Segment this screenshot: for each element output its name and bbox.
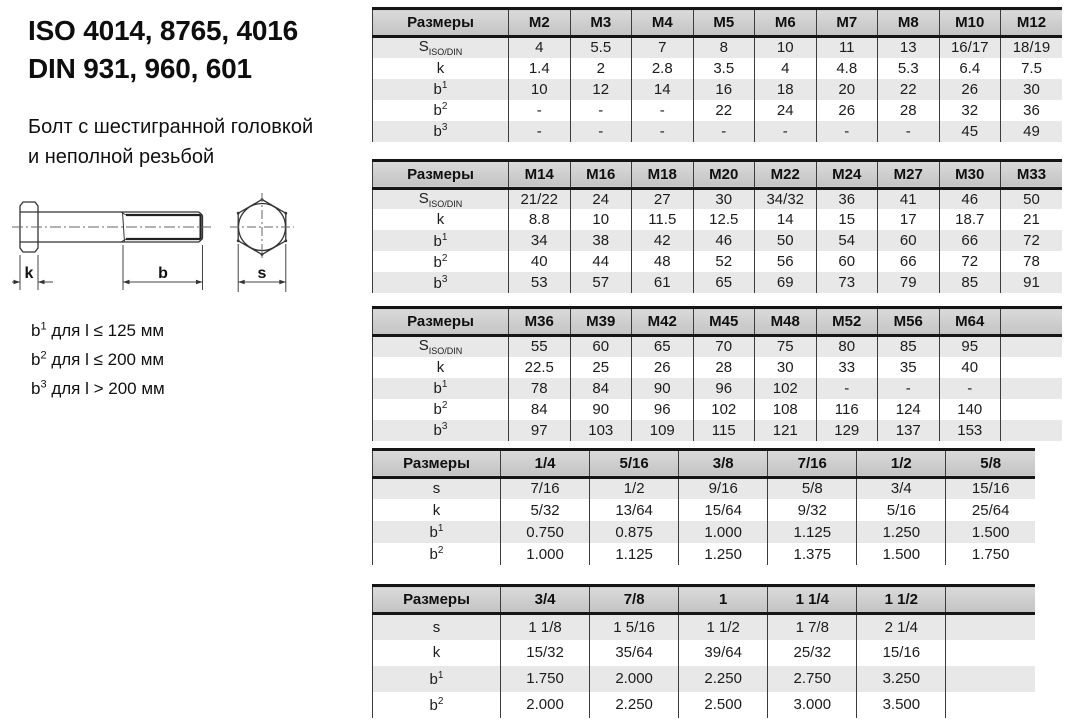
value-cell [946,692,1035,718]
column-header: 7/8 [590,586,679,614]
value-cell: 28 [878,100,940,121]
value-cell: 14 [632,79,694,100]
table-row [373,188,1063,209]
value-cell: 15/16 [857,640,946,666]
row-label: k [373,357,509,378]
value-cell: 44 [570,251,632,272]
value-cell: 121 [755,420,817,441]
table-corner-header: Размеры [373,449,501,477]
value-cell: 33 [816,357,878,378]
value-cell: 22.5 [509,357,571,378]
row-label: k [373,209,509,230]
value-cell: 42 [632,230,694,251]
column-header: M3 [570,9,632,37]
column-header: 3/4 [501,586,590,614]
value-cell: 129 [816,420,878,441]
value-cell: 72 [1001,230,1063,251]
column-header: 1 1/2 [857,586,946,614]
value-cell: 90 [570,399,632,420]
column-header: M56 [878,308,940,336]
tables [372,7,1067,718]
value-cell: 35 [878,357,940,378]
row-label: k [373,640,501,666]
table-row [373,543,1036,565]
value-cell: 1 1/2 [679,614,768,640]
value-cell: 1.250 [857,521,946,543]
value-cell: 1.125 [590,543,679,565]
table-row [373,640,1036,666]
page-title [28,12,363,88]
value-cell: 15/32 [501,640,590,666]
value-cell: 5/32 [501,499,590,521]
table-corner-header: Размеры [373,9,509,37]
row-label: $b^2$ [373,100,509,121]
value-cell: 32 [939,100,1001,121]
value-cell: 56 [755,251,817,272]
table-row [373,336,1063,357]
row-label: $b^3$ [373,121,509,142]
value-cell: 72 [939,251,1001,272]
value-cell: 25 [570,357,632,378]
value-cell: 46 [693,230,755,251]
table-row [373,399,1063,420]
value-cell: 5.5 [570,37,632,58]
value-cell: 84 [570,378,632,399]
column-header: M4 [632,9,694,37]
value-cell: 10 [755,37,817,58]
left-column [28,12,363,172]
value-cell: 1.000 [679,521,768,543]
row-label: k [373,58,509,79]
value-cell: 11 [816,37,878,58]
dimension-table-2 [372,159,1062,294]
value-cell: - [816,121,878,142]
value-cell: 95 [939,336,1001,357]
value-cell: 70 [693,336,755,357]
value-cell: 7/16 [501,477,590,499]
value-cell: 6.4 [939,58,1001,79]
value-cell: 2.250 [590,692,679,718]
column-header: M7 [816,9,878,37]
column-header [946,586,1035,614]
column-header: M5 [693,9,755,37]
row-label: $b^2$ [373,543,501,565]
value-cell: 7.5 [1001,58,1063,79]
table-corner-header: Размеры [373,160,509,188]
value-cell [1001,399,1063,420]
value-cell: 34/32 [755,188,817,209]
value-cell: - [939,378,1001,399]
value-cell: 34 [509,230,571,251]
value-cell: 36 [816,188,878,209]
value-cell: 1 5/16 [590,614,679,640]
column-header: M2 [509,9,571,37]
row-label: $b^2$ [373,399,509,420]
column-header: M64 [939,308,1001,336]
value-cell: 97 [509,420,571,441]
value-cell: 18/19 [1001,37,1063,58]
value-cell: 39/64 [679,640,768,666]
value-cell: 3/4 [857,477,946,499]
value-cell: 103 [570,420,632,441]
value-cell: 1.250 [679,543,768,565]
value-cell: 90 [632,378,694,399]
value-cell: - [878,378,940,399]
value-cell: 12 [570,79,632,100]
column-header: M30 [939,160,1001,188]
value-cell: 1.4 [509,58,571,79]
row-label: s [373,477,501,499]
value-cell: 60 [816,251,878,272]
row-label: $b^1$ [373,230,509,251]
value-cell: 1/2 [590,477,679,499]
table-row [373,499,1036,521]
value-cell: 10 [570,209,632,230]
value-cell: 15/64 [679,499,768,521]
row-label: $b^3$ [373,420,509,441]
value-cell: 49 [1001,121,1063,142]
value-cell: 16/17 [939,37,1001,58]
value-cell: 11.5 [632,209,694,230]
value-cell: 9/16 [679,477,768,499]
value-cell: 3.5 [693,58,755,79]
value-cell: 1.500 [857,543,946,565]
value-cell: 65 [693,272,755,293]
column-header: M27 [878,160,940,188]
row-label: $S_{ISO/DIN}$ [373,37,509,58]
value-cell: 53 [509,272,571,293]
table-row [373,477,1036,499]
value-cell [946,614,1035,640]
value-cell: 40 [939,357,1001,378]
value-cell: 30 [1001,79,1063,100]
value-cell: 48 [632,251,694,272]
dimension-table-1 [372,7,1062,142]
value-cell: 17 [878,209,940,230]
table-row [373,378,1063,399]
column-header: M22 [755,160,817,188]
value-cell: 1.750 [946,543,1035,565]
value-cell: 12.5 [693,209,755,230]
table-corner-header: Размеры [373,308,509,336]
column-header: M14 [509,160,571,188]
table-row [373,272,1063,293]
b-label: b [158,265,168,282]
value-cell: 45 [939,121,1001,142]
value-cell: - [570,121,632,142]
value-cell: 124 [878,399,940,420]
dimension-table-4 [372,448,1035,566]
dimension-table-3 [372,306,1062,441]
column-header: M33 [1001,160,1063,188]
value-cell: 137 [878,420,940,441]
value-cell: 57 [570,272,632,293]
value-cell: 18.7 [939,209,1001,230]
value-cell: 24 [755,100,817,121]
value-cell: 3.500 [857,692,946,718]
value-cell: 102 [693,399,755,420]
subtitle-line2: и неполной резьбой [28,145,215,168]
table-row [373,666,1036,692]
column-header: M24 [816,160,878,188]
value-cell: - [509,121,571,142]
value-cell: 15/16 [946,477,1035,499]
column-header: M52 [816,308,878,336]
value-cell: 0.875 [590,521,679,543]
value-cell [946,640,1035,666]
value-cell: 5/8 [768,477,857,499]
value-cell: 116 [816,399,878,420]
column-header: M6 [755,9,817,37]
column-header: M42 [632,308,694,336]
value-cell: 13/64 [590,499,679,521]
value-cell: 4 [509,37,571,58]
value-cell: 85 [939,272,1001,293]
value-cell [1001,357,1063,378]
value-cell: 35/64 [590,640,679,666]
value-cell: 78 [1001,251,1063,272]
thread-length-notes [31,317,165,404]
column-header: M36 [509,308,571,336]
table-row [373,251,1063,272]
value-cell: 20 [816,79,878,100]
column-header: 1/2 [857,449,946,477]
value-cell: 91 [1001,272,1063,293]
value-cell: 2 [570,58,632,79]
value-cell: - [693,121,755,142]
subtitle [28,112,363,172]
value-cell: 41 [878,188,940,209]
table-row [373,209,1063,230]
row-label: s [373,614,501,640]
value-cell: 36 [1001,100,1063,121]
row-label: $S_{ISO/DIN}$ [373,336,509,357]
value-cell: 73 [816,272,878,293]
column-header: 1 1/4 [768,586,857,614]
value-cell: 40 [509,251,571,272]
value-cell: 7 [632,37,694,58]
column-header: 7/16 [768,449,857,477]
value-cell: 13 [878,37,940,58]
value-cell: 9/32 [768,499,857,521]
value-cell: - [570,100,632,121]
value-cell: - [755,121,817,142]
table-row [373,357,1063,378]
column-header: M18 [632,160,694,188]
bolt-drawing [12,192,358,304]
value-cell: 26 [816,100,878,121]
value-cell: 55 [509,336,571,357]
column-header: M12 [1001,9,1063,37]
column-header: M16 [570,160,632,188]
title-iso-line: ISO 4014, 8765, 4016 [28,15,298,46]
value-cell: 102 [755,378,817,399]
value-cell: 84 [509,399,571,420]
column-header: M48 [755,308,817,336]
value-cell: 1.500 [946,521,1035,543]
value-cell: 85 [878,336,940,357]
value-cell: 38 [570,230,632,251]
value-cell: 2.000 [501,692,590,718]
value-cell: 5/16 [857,499,946,521]
table-row [373,37,1063,58]
value-cell: 26 [939,79,1001,100]
value-cell: 3.000 [768,692,857,718]
value-cell: 78 [509,378,571,399]
dimension-table-5 [372,584,1035,718]
value-cell: 80 [816,336,878,357]
value-cell: 18 [755,79,817,100]
value-cell: 2.000 [590,666,679,692]
value-cell: 96 [632,399,694,420]
row-label: $b^3$ [373,272,509,293]
value-cell: 2 1/4 [857,614,946,640]
table-row [373,420,1063,441]
value-cell: 27 [632,188,694,209]
value-cell: - [509,100,571,121]
value-cell: 4.8 [816,58,878,79]
value-cell: 1.000 [501,543,590,565]
table-row [373,521,1036,543]
s-label: s [257,265,267,282]
value-cell: 10 [509,79,571,100]
value-cell: 15 [816,209,878,230]
value-cell: 2.750 [768,666,857,692]
value-cell: 61 [632,272,694,293]
column-header: M20 [693,160,755,188]
value-cell: - [816,378,878,399]
value-cell: 75 [755,336,817,357]
value-cell: 2.500 [679,692,768,718]
value-cell: 1.750 [501,666,590,692]
value-cell: 4 [755,58,817,79]
column-header: 3/8 [679,449,768,477]
value-cell: 1.375 [768,543,857,565]
note-b2: $b^2$ для l ≤ 200 мм [31,349,165,369]
row-label: $b^1$ [373,521,501,543]
value-cell: 108 [755,399,817,420]
column-header: 5/16 [590,449,679,477]
value-cell: 140 [939,399,1001,420]
value-cell [1001,420,1063,441]
value-cell: - [632,121,694,142]
table-row [373,121,1063,142]
value-cell: 52 [693,251,755,272]
row-label: $S_{ISO/DIN}$ [373,188,509,209]
value-cell: 26 [632,357,694,378]
value-cell: 21/22 [509,188,571,209]
value-cell: 115 [693,420,755,441]
value-cell: 5.3 [878,58,940,79]
column-header: 1 [679,586,768,614]
table-row [373,692,1036,718]
table-row [373,100,1063,121]
row-label: k [373,499,501,521]
value-cell: 54 [816,230,878,251]
value-cell: 153 [939,420,1001,441]
note-b1: $b^1$ для l ≤ 125 мм [31,320,165,340]
value-cell: 1 7/8 [768,614,857,640]
value-cell: 28 [693,357,755,378]
value-cell: 22 [878,79,940,100]
value-cell: 2.250 [679,666,768,692]
value-cell: 50 [1001,188,1063,209]
row-label: $b^1$ [373,378,509,399]
value-cell: 46 [939,188,1001,209]
note-b3: $b^3$ для l > 200 мм [31,378,165,398]
value-cell: 30 [693,188,755,209]
value-cell: 25/64 [946,499,1035,521]
column-header: M39 [570,308,632,336]
value-cell: 109 [632,420,694,441]
value-cell: 66 [878,251,940,272]
value-cell: 16 [693,79,755,100]
value-cell: - [632,100,694,121]
column-header: M8 [878,9,940,37]
value-cell: 65 [632,336,694,357]
value-cell: 22 [693,100,755,121]
value-cell: 8 [693,37,755,58]
value-cell: 0.750 [501,521,590,543]
value-cell: 1 1/8 [501,614,590,640]
value-cell: 21 [1001,209,1063,230]
value-cell: 69 [755,272,817,293]
value-cell [1001,378,1063,399]
value-cell [1001,336,1063,357]
row-label: $b^1$ [373,79,509,100]
value-cell: - [878,121,940,142]
value-cell: 50 [755,230,817,251]
value-cell: 79 [878,272,940,293]
value-cell: 25/32 [768,640,857,666]
value-cell: 66 [939,230,1001,251]
table-row [373,614,1036,640]
value-cell [946,666,1035,692]
value-cell: 1.125 [768,521,857,543]
value-cell: 14 [755,209,817,230]
column-header: M10 [939,9,1001,37]
value-cell: 60 [570,336,632,357]
column-header [1001,308,1063,336]
k-label: k [24,265,34,282]
title-din-line: DIN 931, 960, 601 [28,52,252,84]
subtitle-line1: Болт с шестигранной головкой [28,115,314,138]
column-header: M45 [693,308,755,336]
value-cell: 3.250 [857,666,946,692]
table-row [373,230,1063,251]
value-cell: 24 [570,188,632,209]
table-row [373,58,1063,79]
table-row [373,79,1063,100]
row-label: $b^2$ [373,251,509,272]
row-label: $b^1$ [373,666,501,692]
value-cell: 96 [693,378,755,399]
value-cell: 60 [878,230,940,251]
value-cell: 30 [755,357,817,378]
column-header: 5/8 [946,449,1035,477]
column-header: 1/4 [501,449,590,477]
value-cell: 8.8 [509,209,571,230]
table-corner-header: Размеры [373,586,501,614]
row-label: $b^2$ [373,692,501,718]
value-cell: 2.8 [632,58,694,79]
